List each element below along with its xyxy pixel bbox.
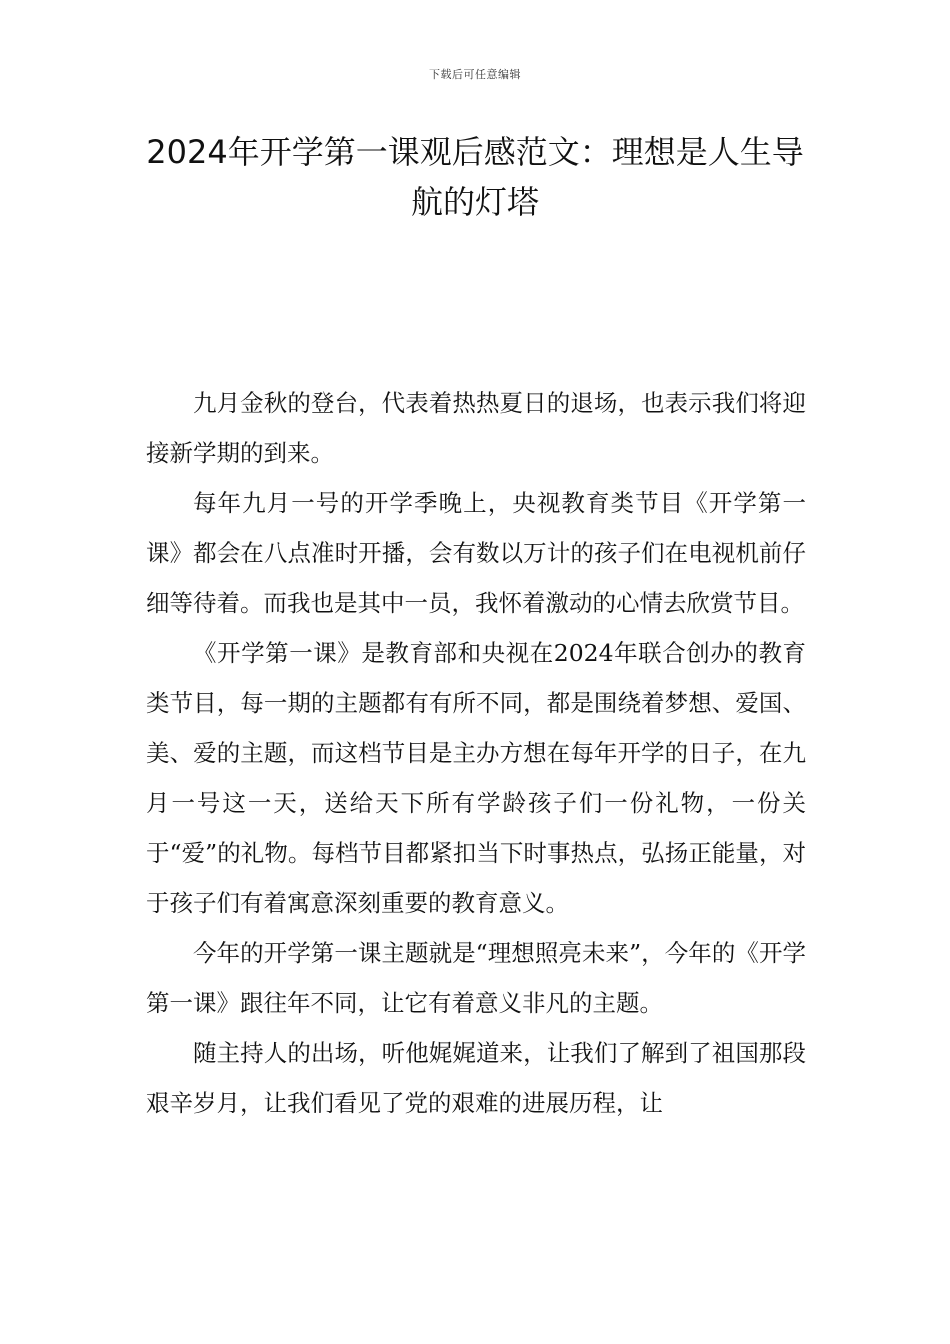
paragraph: 今年的开学第一课主题就是“理想照亮未来”，今年的《开学第一课》跟往年不同，让它有着意义非凡的主题。	[146, 939, 806, 1017]
paragraph: 《开学第一课》是教育部和央视在2024年联合创办的教育类节目，每一期的主题都有有所不同，都是围绕着梦想、爱国、美、爱的主题，而这档节目是主办方想在每年开学的日子，在九月一号这一天，送给天下所有学龄孩子们一份礼物，一份关于“爱”的礼物。每档节目都紧扣当下时事热点，弘扬正能量，对于孩子们有着寓意深刻重要的教育意义。	[146, 639, 806, 917]
paragraph: 九月金秋的登台，代表着热热夏日的退场，也表示我们将迎接新学期的到来。	[146, 389, 806, 467]
document-title: 2024年开学第一课观后感范文：理想是人生导航的灯塔	[146, 133, 804, 221]
header-note: 下载后可任意编辑	[429, 68, 521, 81]
paragraph: 随主持人的出场，听他娓娓道来，让我们了解到了祖国那段艰辛岁月，让我们看见了党的艰难的进展历程，让	[146, 1039, 806, 1117]
paragraph: 每年九月一号的开学季晚上，央视教育类节目《开学第一课》都会在八点准时开播，会有数以万计的孩子们在电视机前仔细等待着。而我也是其中一员，我怀着激动的心情去欣赏节目。	[146, 489, 806, 617]
document-body	[146, 378, 806, 1128]
